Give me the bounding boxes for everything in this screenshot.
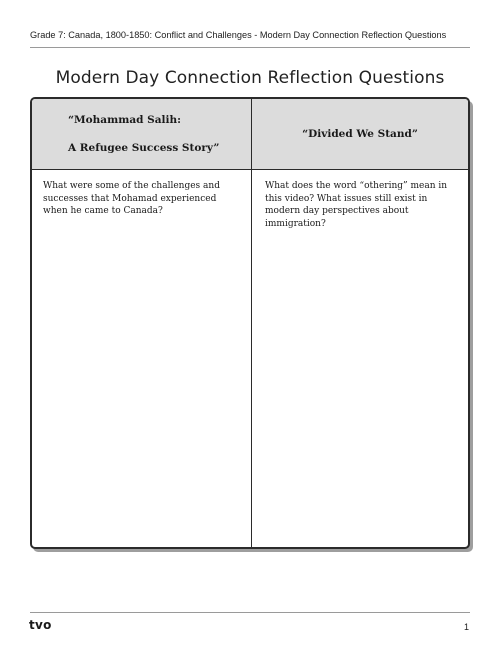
running-header: Grade 7: Canada, 1800-1850: Conflict and Challenges - Modern Day Connection Reflection Questions — [30, 30, 447, 40]
page-number: 1 — [463, 622, 469, 632]
column-heading-line: “Mohammad Salih: — [68, 114, 181, 126]
column-heading-divided-we-stand — [252, 99, 468, 169]
column-heading-line: A Refugee Success Story” — [68, 142, 220, 154]
question-cell-right[interactable]: What does the word “othering” mean in this video? What issues still exist in modern day perspectives about immigration? — [265, 181, 448, 229]
question-cell-left[interactable]: What were some of the challenges and successes that Mohamad experienced when he came to Canada? — [43, 181, 220, 216]
column-heading-mohammad-salih — [32, 99, 251, 169]
page-title: Modern Day Connection Reflection Questions — [55, 68, 445, 88]
column-heading-text: “Divided We Stand” — [302, 128, 418, 140]
column-divider — [251, 99, 252, 547]
tvo-logo: tvo — [29, 618, 52, 632]
footer-divider — [30, 612, 470, 613]
reflection-table — [30, 97, 470, 549]
table-header-row — [32, 99, 468, 170]
header-divider — [30, 47, 470, 48]
